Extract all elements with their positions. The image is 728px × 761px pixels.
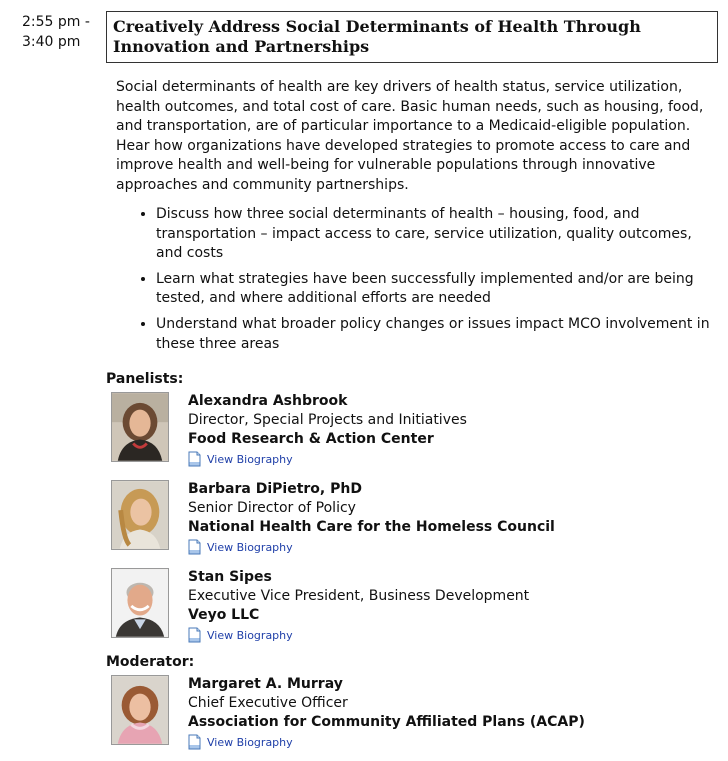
session-time	[22, 12, 104, 52]
document-icon	[188, 451, 201, 467]
portrait-icon	[112, 481, 168, 549]
moderator-card	[108, 675, 718, 751]
objectives-list	[116, 205, 716, 360]
view-biography-link[interactable]	[188, 733, 708, 751]
portrait-icon	[112, 569, 168, 637]
session-description: Social determinants of health are key drivers of health status, service utilization, health outcomes, and total cost of care. Basic human needs, such as housing, food, and transportation, are of particular importance to a Medicaid-eligible population. Hear how organizations have developed strategies to promote access to care and improve health and well-being for vulnerable populations through innovative approaches and community partnerships.	[116, 79, 704, 193]
session-time-end: 3:40 pm	[22, 34, 81, 50]
panelist-name: Alexandra Ashbrook	[188, 393, 348, 409]
portrait-icon	[112, 393, 168, 461]
moderator-organization: Association for Community Affiliated Plans (ACAP)	[188, 714, 585, 730]
panelist-info	[188, 568, 708, 644]
objective-item: • Learn what strategies have been successfully implemented and/or are being tested, and where additional efforts are needed	[156, 270, 716, 309]
view-biography-label[interactable]: View Biography	[207, 452, 293, 466]
panelist-photo	[111, 480, 169, 550]
moderator-title: Chief Executive Officer	[188, 695, 348, 711]
portrait-icon	[112, 676, 168, 744]
view-biography-label[interactable]: View Biography	[207, 628, 293, 642]
view-biography-link[interactable]	[188, 538, 708, 556]
panelist-info	[188, 392, 708, 468]
panelist-card	[108, 480, 718, 556]
view-biography-label[interactable]: View Biography	[207, 540, 293, 554]
moderator-heading: Moderator:	[106, 654, 195, 670]
view-biography-link[interactable]	[188, 626, 708, 644]
panelist-organization: Veyo LLC	[188, 607, 260, 623]
panelist-photo	[111, 392, 169, 462]
session-title: Creatively Address Social Determinants of Health Through Innovation and Partnerships	[106, 11, 718, 63]
panelist-organization: Food Research & Action Center	[188, 431, 434, 447]
panelist-photo	[111, 568, 169, 638]
objective-item: • Understand what broader policy changes or issues impact MCO involvement in these three areas	[156, 315, 716, 354]
panelist-title: Senior Director of Policy	[188, 500, 356, 516]
panelist-card	[108, 392, 718, 468]
view-biography-label[interactable]: View Biography	[207, 735, 293, 749]
panelist-title: Director, Special Projects and Initiatives	[188, 412, 467, 428]
view-biography-link[interactable]	[188, 450, 708, 468]
panelist-card	[108, 568, 718, 644]
panelist-name: Barbara DiPietro, PhD	[188, 481, 362, 497]
panelists-heading: Panelists:	[106, 371, 184, 387]
panelist-info	[188, 480, 708, 556]
document-icon	[188, 627, 201, 643]
document-icon	[188, 734, 201, 750]
document-icon	[188, 539, 201, 555]
moderator-photo	[111, 675, 169, 745]
panelist-organization: National Health Care for the Homeless Council	[188, 519, 555, 535]
panelist-name: Stan Sipes	[188, 569, 272, 585]
session-time-start: 2:55 pm -	[22, 14, 90, 30]
objective-item: • Discuss how three social determinants of health – housing, food, and transportation – impact access to care, service utilization, quality outcomes, and costs	[156, 205, 716, 264]
moderator-name: Margaret A. Murray	[188, 676, 343, 692]
moderator-info	[188, 675, 708, 751]
panelist-title: Executive Vice President, Business Development	[188, 588, 530, 604]
